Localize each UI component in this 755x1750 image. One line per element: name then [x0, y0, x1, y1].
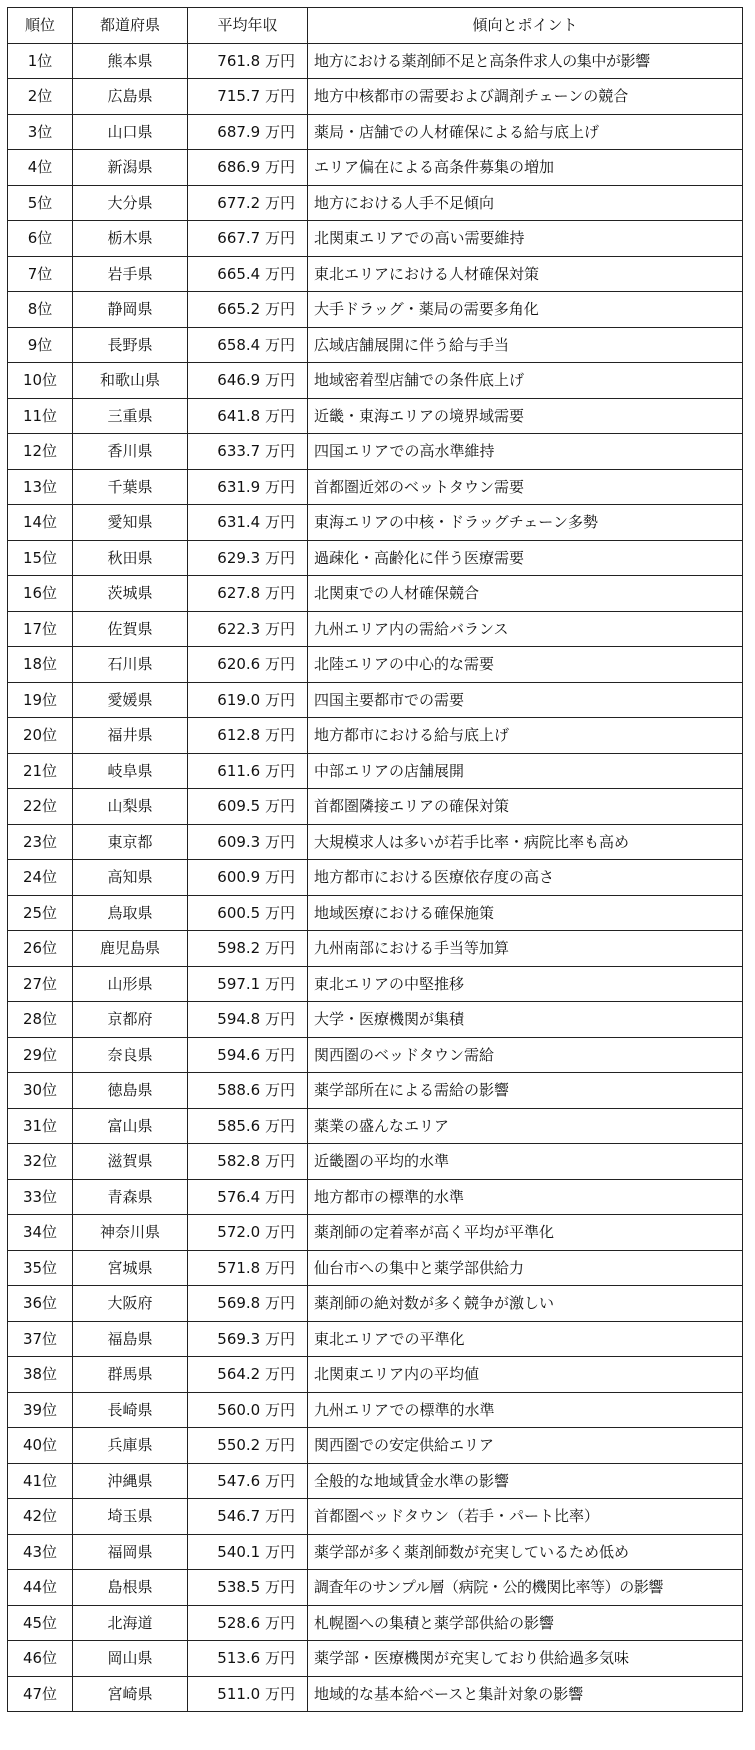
salary-cell: 658.4 万円: [188, 327, 308, 363]
table-row: [8, 1428, 743, 1464]
rank-cell: 25位: [8, 895, 73, 931]
prefecture-cell: 新潟県: [73, 150, 188, 186]
table-row: [8, 1002, 743, 1038]
table-row: [8, 611, 743, 647]
salary-cell: 609.5 万円: [188, 789, 308, 825]
rank-cell: 46位: [8, 1641, 73, 1677]
prefecture-cell: 茨城県: [73, 576, 188, 612]
note-cell: 地方における薬剤師不足と高条件求人の集中が影響: [308, 43, 743, 79]
salary-cell: 665.4 万円: [188, 256, 308, 292]
prefecture-cell: 島根県: [73, 1570, 188, 1606]
rank-cell: 3位: [8, 114, 73, 150]
rank-cell: 22位: [8, 789, 73, 825]
prefecture-cell: 鳥取県: [73, 895, 188, 931]
salary-cell: 600.5 万円: [188, 895, 308, 931]
salary-cell: 511.0 万円: [188, 1676, 308, 1712]
prefecture-cell: 宮城県: [73, 1250, 188, 1286]
salary-cell: 569.8 万円: [188, 1286, 308, 1322]
note-cell: 東北エリアの中堅推移: [308, 966, 743, 1002]
prefecture-cell: 東京都: [73, 824, 188, 860]
prefecture-cell: 福岡県: [73, 1534, 188, 1570]
rank-cell: 13位: [8, 469, 73, 505]
table-row: [8, 540, 743, 576]
salary-cell: 598.2 万円: [188, 931, 308, 967]
salary-cell: 687.9 万円: [188, 114, 308, 150]
header-note: 傾向とポイント: [308, 8, 743, 44]
note-cell: 地域的な基本給ベースと集計対象の影響: [308, 1676, 743, 1712]
table-header-row: [8, 8, 743, 44]
salary-cell: 619.0 万円: [188, 682, 308, 718]
prefecture-cell: 石川県: [73, 647, 188, 683]
rank-cell: 7位: [8, 256, 73, 292]
rank-cell: 20位: [8, 718, 73, 754]
note-cell: 大手ドラッグ・薬局の需要多角化: [308, 292, 743, 328]
prefecture-cell: 山梨県: [73, 789, 188, 825]
prefecture-cell: 静岡県: [73, 292, 188, 328]
note-cell: 薬学部所在による需給の影響: [308, 1073, 743, 1109]
rank-cell: 26位: [8, 931, 73, 967]
salary-ranking-table: [7, 7, 743, 1712]
prefecture-cell: 熊本県: [73, 43, 188, 79]
note-cell: エリア偏在による高条件募集の増加: [308, 150, 743, 186]
prefecture-cell: 山形県: [73, 966, 188, 1002]
note-cell: 東海エリアの中核・ドラッグチェーン多勢: [308, 505, 743, 541]
salary-cell: 569.3 万円: [188, 1321, 308, 1357]
note-cell: 札幌圏への集積と薬学部供給の影響: [308, 1605, 743, 1641]
rank-cell: 38位: [8, 1357, 73, 1393]
note-cell: 首都圏近郊のベットタウン需要: [308, 469, 743, 505]
table-row: [8, 327, 743, 363]
salary-cell: 585.6 万円: [188, 1108, 308, 1144]
table-row: [8, 1108, 743, 1144]
note-cell: 九州エリアでの標準的水準: [308, 1392, 743, 1428]
salary-cell: 513.6 万円: [188, 1641, 308, 1677]
table-row: [8, 576, 743, 612]
note-cell: 地域医療における確保施策: [308, 895, 743, 931]
table-row: [8, 718, 743, 754]
prefecture-cell: 徳島県: [73, 1073, 188, 1109]
table-row: [8, 966, 743, 1002]
rank-cell: 2位: [8, 79, 73, 115]
table-row: [8, 1357, 743, 1393]
prefecture-cell: 長野県: [73, 327, 188, 363]
note-cell: 大学・医療機関が集積: [308, 1002, 743, 1038]
rank-cell: 45位: [8, 1605, 73, 1641]
salary-cell: 631.4 万円: [188, 505, 308, 541]
note-cell: 九州南部における手当等加算: [308, 931, 743, 967]
note-cell: 東北エリアでの平準化: [308, 1321, 743, 1357]
table-row: [8, 43, 743, 79]
salary-cell: 594.6 万円: [188, 1037, 308, 1073]
table-row: [8, 1392, 743, 1428]
salary-cell: 600.9 万円: [188, 860, 308, 896]
table-row: [8, 398, 743, 434]
table-row: [8, 1534, 743, 1570]
note-cell: 地域密着型店舗での条件底上げ: [308, 363, 743, 399]
rank-cell: 47位: [8, 1676, 73, 1712]
rank-cell: 19位: [8, 682, 73, 718]
salary-cell: 594.8 万円: [188, 1002, 308, 1038]
salary-cell: 572.0 万円: [188, 1215, 308, 1251]
rank-cell: 21位: [8, 753, 73, 789]
note-cell: 全般的な地域賃金水準の影響: [308, 1463, 743, 1499]
note-cell: 地方中核都市の需要および調剤チェーンの競合: [308, 79, 743, 115]
note-cell: 九州エリア内の需給バランス: [308, 611, 743, 647]
rank-cell: 28位: [8, 1002, 73, 1038]
note-cell: 近畿圏の平均的水準: [308, 1144, 743, 1180]
salary-cell: 582.8 万円: [188, 1144, 308, 1180]
note-cell: 調査年のサンプル層（病院・公的機関比率等）の影響: [308, 1570, 743, 1606]
rank-cell: 40位: [8, 1428, 73, 1464]
table-row: [8, 824, 743, 860]
rank-cell: 37位: [8, 1321, 73, 1357]
note-cell: 地方都市における給与底上げ: [308, 718, 743, 754]
rank-cell: 10位: [8, 363, 73, 399]
table-row: [8, 789, 743, 825]
table-row: [8, 79, 743, 115]
prefecture-cell: 青森県: [73, 1179, 188, 1215]
rank-cell: 34位: [8, 1215, 73, 1251]
rank-cell: 41位: [8, 1463, 73, 1499]
note-cell: 薬局・店舗での人材確保による給与底上げ: [308, 114, 743, 150]
salary-cell: 761.8 万円: [188, 43, 308, 79]
rank-cell: 39位: [8, 1392, 73, 1428]
salary-cell: 540.1 万円: [188, 1534, 308, 1570]
table-row: [8, 185, 743, 221]
prefecture-cell: 三重県: [73, 398, 188, 434]
table-row: [8, 363, 743, 399]
table-row: [8, 1037, 743, 1073]
rank-cell: 9位: [8, 327, 73, 363]
rank-cell: 29位: [8, 1037, 73, 1073]
salary-cell: 611.6 万円: [188, 753, 308, 789]
table-row: [8, 505, 743, 541]
rank-cell: 27位: [8, 966, 73, 1002]
rank-cell: 8位: [8, 292, 73, 328]
salary-cell: 641.8 万円: [188, 398, 308, 434]
note-cell: 東北エリアにおける人材確保対策: [308, 256, 743, 292]
rank-cell: 42位: [8, 1499, 73, 1535]
table-row: [8, 1250, 743, 1286]
prefecture-cell: 北海道: [73, 1605, 188, 1641]
note-cell: 北関東エリア内の平均値: [308, 1357, 743, 1393]
header-rank: 順位: [8, 8, 73, 44]
note-cell: 四国エリアでの高水準維持: [308, 434, 743, 470]
salary-cell: 667.7 万円: [188, 221, 308, 257]
prefecture-cell: 大分県: [73, 185, 188, 221]
prefecture-cell: 群馬県: [73, 1357, 188, 1393]
note-cell: 薬剤師の絶対数が多く競争が激しい: [308, 1286, 743, 1322]
salary-cell: 633.7 万円: [188, 434, 308, 470]
note-cell: 広域店舗展開に伴う給与手当: [308, 327, 743, 363]
table-row: [8, 1286, 743, 1322]
rank-cell: 43位: [8, 1534, 73, 1570]
salary-cell: 627.8 万円: [188, 576, 308, 612]
table-row: [8, 1144, 743, 1180]
table-row: [8, 469, 743, 505]
salary-cell: 560.0 万円: [188, 1392, 308, 1428]
rank-cell: 4位: [8, 150, 73, 186]
prefecture-cell: 岡山県: [73, 1641, 188, 1677]
rank-cell: 35位: [8, 1250, 73, 1286]
prefecture-cell: 沖縄県: [73, 1463, 188, 1499]
prefecture-cell: 千葉県: [73, 469, 188, 505]
salary-cell: 550.2 万円: [188, 1428, 308, 1464]
note-cell: 大規模求人は多いが若手比率・病院比率も高め: [308, 824, 743, 860]
rank-cell: 5位: [8, 185, 73, 221]
rank-cell: 17位: [8, 611, 73, 647]
note-cell: 地方における人手不足傾向: [308, 185, 743, 221]
table-body: [8, 43, 743, 1712]
note-cell: 薬剤師の定着率が高く平均が平準化: [308, 1215, 743, 1251]
rank-cell: 14位: [8, 505, 73, 541]
salary-cell: 622.3 万円: [188, 611, 308, 647]
rank-cell: 18位: [8, 647, 73, 683]
salary-cell: 686.9 万円: [188, 150, 308, 186]
prefecture-cell: 愛媛県: [73, 682, 188, 718]
prefecture-cell: 大阪府: [73, 1286, 188, 1322]
prefecture-cell: 広島県: [73, 79, 188, 115]
table-row: [8, 1605, 743, 1641]
salary-cell: 715.7 万円: [188, 79, 308, 115]
salary-cell: 576.4 万円: [188, 1179, 308, 1215]
salary-cell: 629.3 万円: [188, 540, 308, 576]
table-row: [8, 647, 743, 683]
note-cell: 北関東での人材確保競合: [308, 576, 743, 612]
salary-cell: 571.8 万円: [188, 1250, 308, 1286]
prefecture-cell: 栃木県: [73, 221, 188, 257]
rank-cell: 15位: [8, 540, 73, 576]
salary-cell: 564.2 万円: [188, 1357, 308, 1393]
note-cell: 仙台市への集中と薬学部供給力: [308, 1250, 743, 1286]
prefecture-cell: 福島県: [73, 1321, 188, 1357]
note-cell: 近畿・東海エリアの境界域需要: [308, 398, 743, 434]
table-row: [8, 1499, 743, 1535]
note-cell: 四国主要都市での需要: [308, 682, 743, 718]
salary-cell: 620.6 万円: [188, 647, 308, 683]
prefecture-cell: 宮崎県: [73, 1676, 188, 1712]
salary-cell: 612.8 万円: [188, 718, 308, 754]
note-cell: 関西圏での安定供給エリア: [308, 1428, 743, 1464]
prefecture-cell: 岩手県: [73, 256, 188, 292]
salary-cell: 609.3 万円: [188, 824, 308, 860]
table-row: [8, 114, 743, 150]
note-cell: 地方都市の標準的水準: [308, 1179, 743, 1215]
prefecture-cell: 佐賀県: [73, 611, 188, 647]
table-row: [8, 1179, 743, 1215]
table-row: [8, 1463, 743, 1499]
rank-cell: 36位: [8, 1286, 73, 1322]
table-row: [8, 292, 743, 328]
note-cell: 薬学部・医療機関が充実しており供給過多気味: [308, 1641, 743, 1677]
note-cell: 関西圏のベッドタウン需給: [308, 1037, 743, 1073]
table-row: [8, 895, 743, 931]
salary-cell: 646.9 万円: [188, 363, 308, 399]
prefecture-cell: 滋賀県: [73, 1144, 188, 1180]
table-row: [8, 931, 743, 967]
salary-ranking-table-wrapper: [7, 7, 743, 1712]
salary-cell: 538.5 万円: [188, 1570, 308, 1606]
header-salary: 平均年収: [188, 8, 308, 44]
prefecture-cell: 愛知県: [73, 505, 188, 541]
prefecture-cell: 奈良県: [73, 1037, 188, 1073]
table-row: [8, 753, 743, 789]
rank-cell: 33位: [8, 1179, 73, 1215]
prefecture-cell: 岐阜県: [73, 753, 188, 789]
prefecture-cell: 和歌山県: [73, 363, 188, 399]
rank-cell: 32位: [8, 1144, 73, 1180]
table-row: [8, 1073, 743, 1109]
salary-cell: 631.9 万円: [188, 469, 308, 505]
prefecture-cell: 神奈川県: [73, 1215, 188, 1251]
salary-cell: 597.1 万円: [188, 966, 308, 1002]
note-cell: 北関東エリアでの高い需要維持: [308, 221, 743, 257]
rank-cell: 30位: [8, 1073, 73, 1109]
salary-cell: 546.7 万円: [188, 1499, 308, 1535]
prefecture-cell: 福井県: [73, 718, 188, 754]
table-row: [8, 1641, 743, 1677]
prefecture-cell: 富山県: [73, 1108, 188, 1144]
salary-cell: 547.6 万円: [188, 1463, 308, 1499]
prefecture-cell: 長崎県: [73, 1392, 188, 1428]
note-cell: 首都圏隣接エリアの確保対策: [308, 789, 743, 825]
salary-cell: 528.6 万円: [188, 1605, 308, 1641]
table-row: [8, 1321, 743, 1357]
prefecture-cell: 鹿児島県: [73, 931, 188, 967]
header-prefecture: 都道府県: [73, 8, 188, 44]
rank-cell: 16位: [8, 576, 73, 612]
note-cell: 北陸エリアの中心的な需要: [308, 647, 743, 683]
note-cell: 過疎化・高齢化に伴う医療需要: [308, 540, 743, 576]
note-cell: 中部エリアの店舗展開: [308, 753, 743, 789]
prefecture-cell: 秋田県: [73, 540, 188, 576]
prefecture-cell: 香川県: [73, 434, 188, 470]
rank-cell: 1位: [8, 43, 73, 79]
rank-cell: 24位: [8, 860, 73, 896]
note-cell: 薬学部が多く薬剤師数が充実しているため低め: [308, 1534, 743, 1570]
table-row: [8, 150, 743, 186]
table-row: [8, 682, 743, 718]
table-row: [8, 434, 743, 470]
table-row: [8, 1676, 743, 1712]
salary-cell: 677.2 万円: [188, 185, 308, 221]
prefecture-cell: 兵庫県: [73, 1428, 188, 1464]
table-row: [8, 256, 743, 292]
table-row: [8, 1215, 743, 1251]
table-row: [8, 221, 743, 257]
prefecture-cell: 京都府: [73, 1002, 188, 1038]
prefecture-cell: 埼玉県: [73, 1499, 188, 1535]
rank-cell: 23位: [8, 824, 73, 860]
note-cell: 薬業の盛んなエリア: [308, 1108, 743, 1144]
prefecture-cell: 山口県: [73, 114, 188, 150]
rank-cell: 6位: [8, 221, 73, 257]
salary-cell: 588.6 万円: [188, 1073, 308, 1109]
note-cell: 地方都市における医療依存度の高さ: [308, 860, 743, 896]
salary-cell: 665.2 万円: [188, 292, 308, 328]
prefecture-cell: 高知県: [73, 860, 188, 896]
rank-cell: 31位: [8, 1108, 73, 1144]
note-cell: 首都圏ベッドタウン（若手・パート比率）: [308, 1499, 743, 1535]
table-row: [8, 1570, 743, 1606]
rank-cell: 11位: [8, 398, 73, 434]
table-row: [8, 860, 743, 896]
rank-cell: 44位: [8, 1570, 73, 1606]
rank-cell: 12位: [8, 434, 73, 470]
